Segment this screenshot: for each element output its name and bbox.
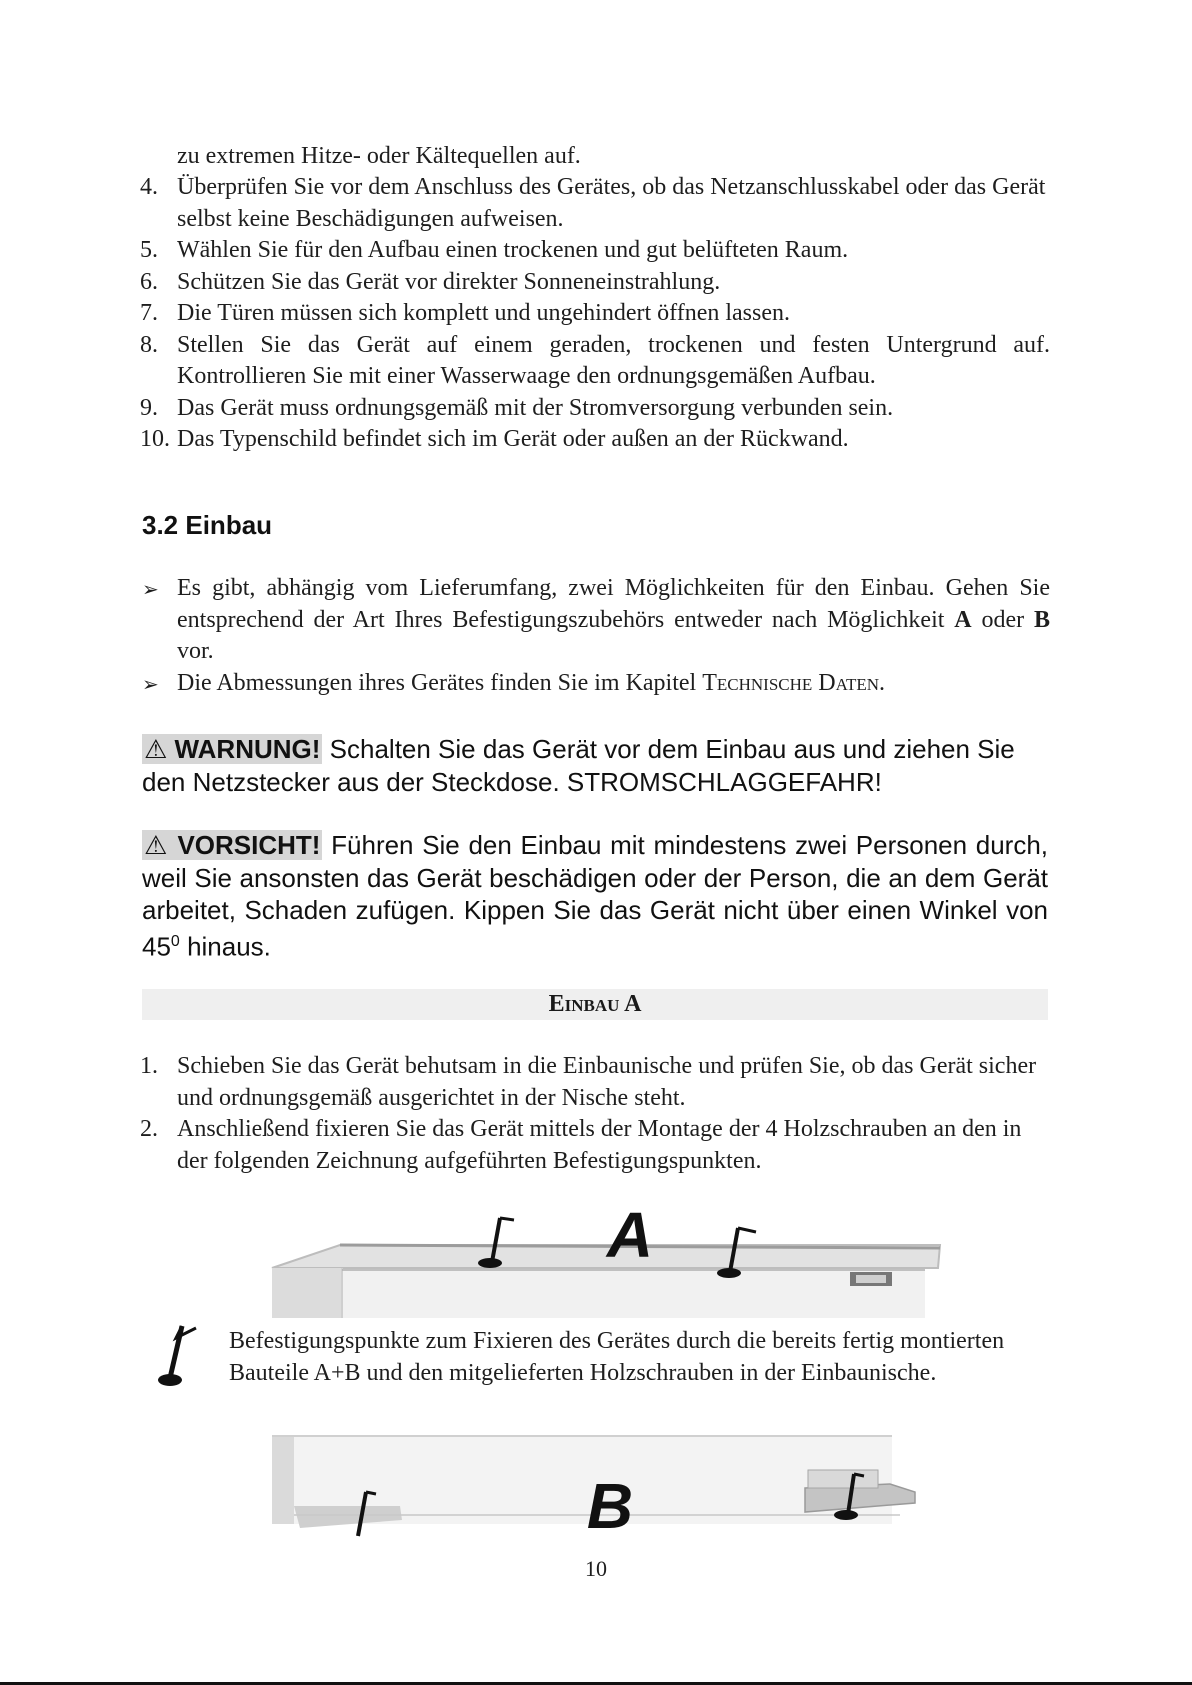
list-item-text: Überprüfen Sie vor dem Anschluss des Gerätes, ob das Netzanschlusskabel oder das Gerät selbst keine Beschädigungen aufweisen.: [177, 174, 1046, 232]
section-heading: 3.2 Einbau: [142, 510, 273, 540]
list-item: ➢ Die Abmessungen ihres Gerätes finden Sie im Kapitel Technische Daten.: [142, 668, 1050, 700]
list-item: 2. Anschließend fixieren Sie das Gerät mittels der Montage der 4 Holzschrauben an den in der folgenden Zeichnung aufgeführten Befestigungspunkten.: [140, 1116, 1022, 1174]
figure-label-a: A: [606, 1199, 654, 1271]
list-item-text: Die Türen müssen sich komplett und ungehindert öffnen lassen.: [177, 300, 790, 326]
list-item: 5. Wählen Sie für den Aufbau einen trockenen und gut belüfteten Raum.: [140, 237, 849, 263]
list-item: 10. Das Typenschild befindet sich im Gerät oder außen an der Rückwand.: [140, 426, 849, 452]
list-item: 1. Schieben Sie das Gerät behutsam in die Einbaunische und prüfen Sie, ob das Gerät sicher und ordnungsgemäß ausgerichtet in der Nische steht.: [140, 1053, 1037, 1111]
list-item-text: Stellen Sie das Gerät auf einem geraden, trockenen und festen Untergrund auf. Kontrollieren Sie mit einer Wasserwaage den ordnungsgemäßen Aufbau.: [177, 331, 1050, 389]
list-continuation: zu extremen Hitze- oder Kältequellen auf.: [177, 143, 581, 169]
arrow-bullet-icon: ➢: [142, 671, 159, 696]
list-item: 6. Schützen Sie das Gerät vor direkter Sonneneinstrahlung.: [140, 268, 721, 295]
arrow-bullet-icon: ➢: [142, 577, 159, 601]
warning-triangle-icon: ⚠: [144, 831, 169, 861]
list-item: 9. Das Gerät muss ordnungsgemäß mit der Stromversorgung verbunden sein.: [140, 394, 894, 421]
warning-label: ⚠ WARNUNG!: [144, 734, 321, 765]
list-item: 8. Stellen Sie das Gerät auf einem geraden, trockenen und festen Untergrund auf. Kontrollieren Sie mit einer Wasserwaage den ordnungsgemäßen Aufbau.: [140, 331, 1050, 389]
step-text: Anschließend fixieren Sie das Gerät mittels der Montage der 4 Holzschrauben an den in der folgenden Zeichnung aufgeführten Befestigungspunkten.: [177, 1116, 1022, 1174]
caution-text: Führen Sie den Einbau mit mindestens zwei Personen durch, weil Sie ansonsten das Gerät beschädigen oder der Person, die an dem Gerät arbeitet, Schaden zufügen. Kippen Sie das Gerät nicht über einen Winkel von 45: [142, 830, 1049, 962]
legend-note: Befestigungspunkte zum Fixieren des Gerätes durch die bereits fertig montierten Bauteile A+B und den mitgelieferten Holzschrauben in der Einbaunische.: [229, 1328, 1005, 1386]
list-item-text: Wählen Sie für den Aufbau einen trockenen und gut belüfteten Raum.: [177, 237, 849, 263]
degree-superscript: 0: [170, 933, 180, 950]
page-number: 10: [585, 1556, 607, 1581]
caution-block: ⚠ VORSICHT! Führen Sie den Einbau mit mindestens zwei Personen durch, weil Sie ansonsten das Gerät beschädigen oder der Person, die an dem Gerät arbeitet, Schaden zufügen. Kippen Sie das Gerät nicht über einen Winkel von $45^0$ hinaus.: [142, 830, 1049, 962]
warning-text: Schalten Sie das Gerät vor dem Einbau aus und ziehen Sie den Netzstecker aus der Steckdose. STROMSCHLAGGEFAHR!: [142, 734, 1015, 797]
list-item-text: Das Typenschild befindet sich im Gerät oder außen an der Rückwand.: [177, 426, 849, 452]
einbau-heading: Einbau A: [548, 991, 642, 1017]
list-item: ➢ Es gibt, abhängig vom Lieferumfang, zwei Möglichkeiten für den Einbau. Gehen Sie entsprechend der Art Ihres Befestigungszubehörs entweder nach Möglichkeit A oder B vor.: [142, 575, 1051, 664]
warning-triangle-icon: ⚠: [144, 735, 168, 765]
caution-label: ⚠ VORSICHT!: [144, 830, 321, 861]
chapter-reference: Technische Daten: [702, 669, 880, 696]
figure-label-b: B: [586, 1470, 634, 1542]
list-item: 4. Überprüfen Sie vor dem Anschluss des Gerätes, ob das Netzanschlusskabel oder das Gerät selbst keine Beschädigungen aufweisen.: [140, 174, 1046, 232]
step-text: Schieben Sie das Gerät behutsam in die Einbaunische und prüfen Sie, ob das Gerät sicher und ordnungsgemäß ausgerichtet in der Nische steht.: [177, 1053, 1037, 1111]
legend-flag-icon: [158, 1326, 196, 1386]
list-item-text: Schützen Sie das Gerät vor direkter Sonneneinstrahlung.: [177, 268, 721, 295]
list-item: 7. Die Türen müssen sich komplett und ungehindert öffnen lassen.: [140, 300, 790, 326]
list-item-text: Das Gerät muss ordnungsgemäß mit der Stromversorgung verbunden sein.: [177, 394, 894, 421]
